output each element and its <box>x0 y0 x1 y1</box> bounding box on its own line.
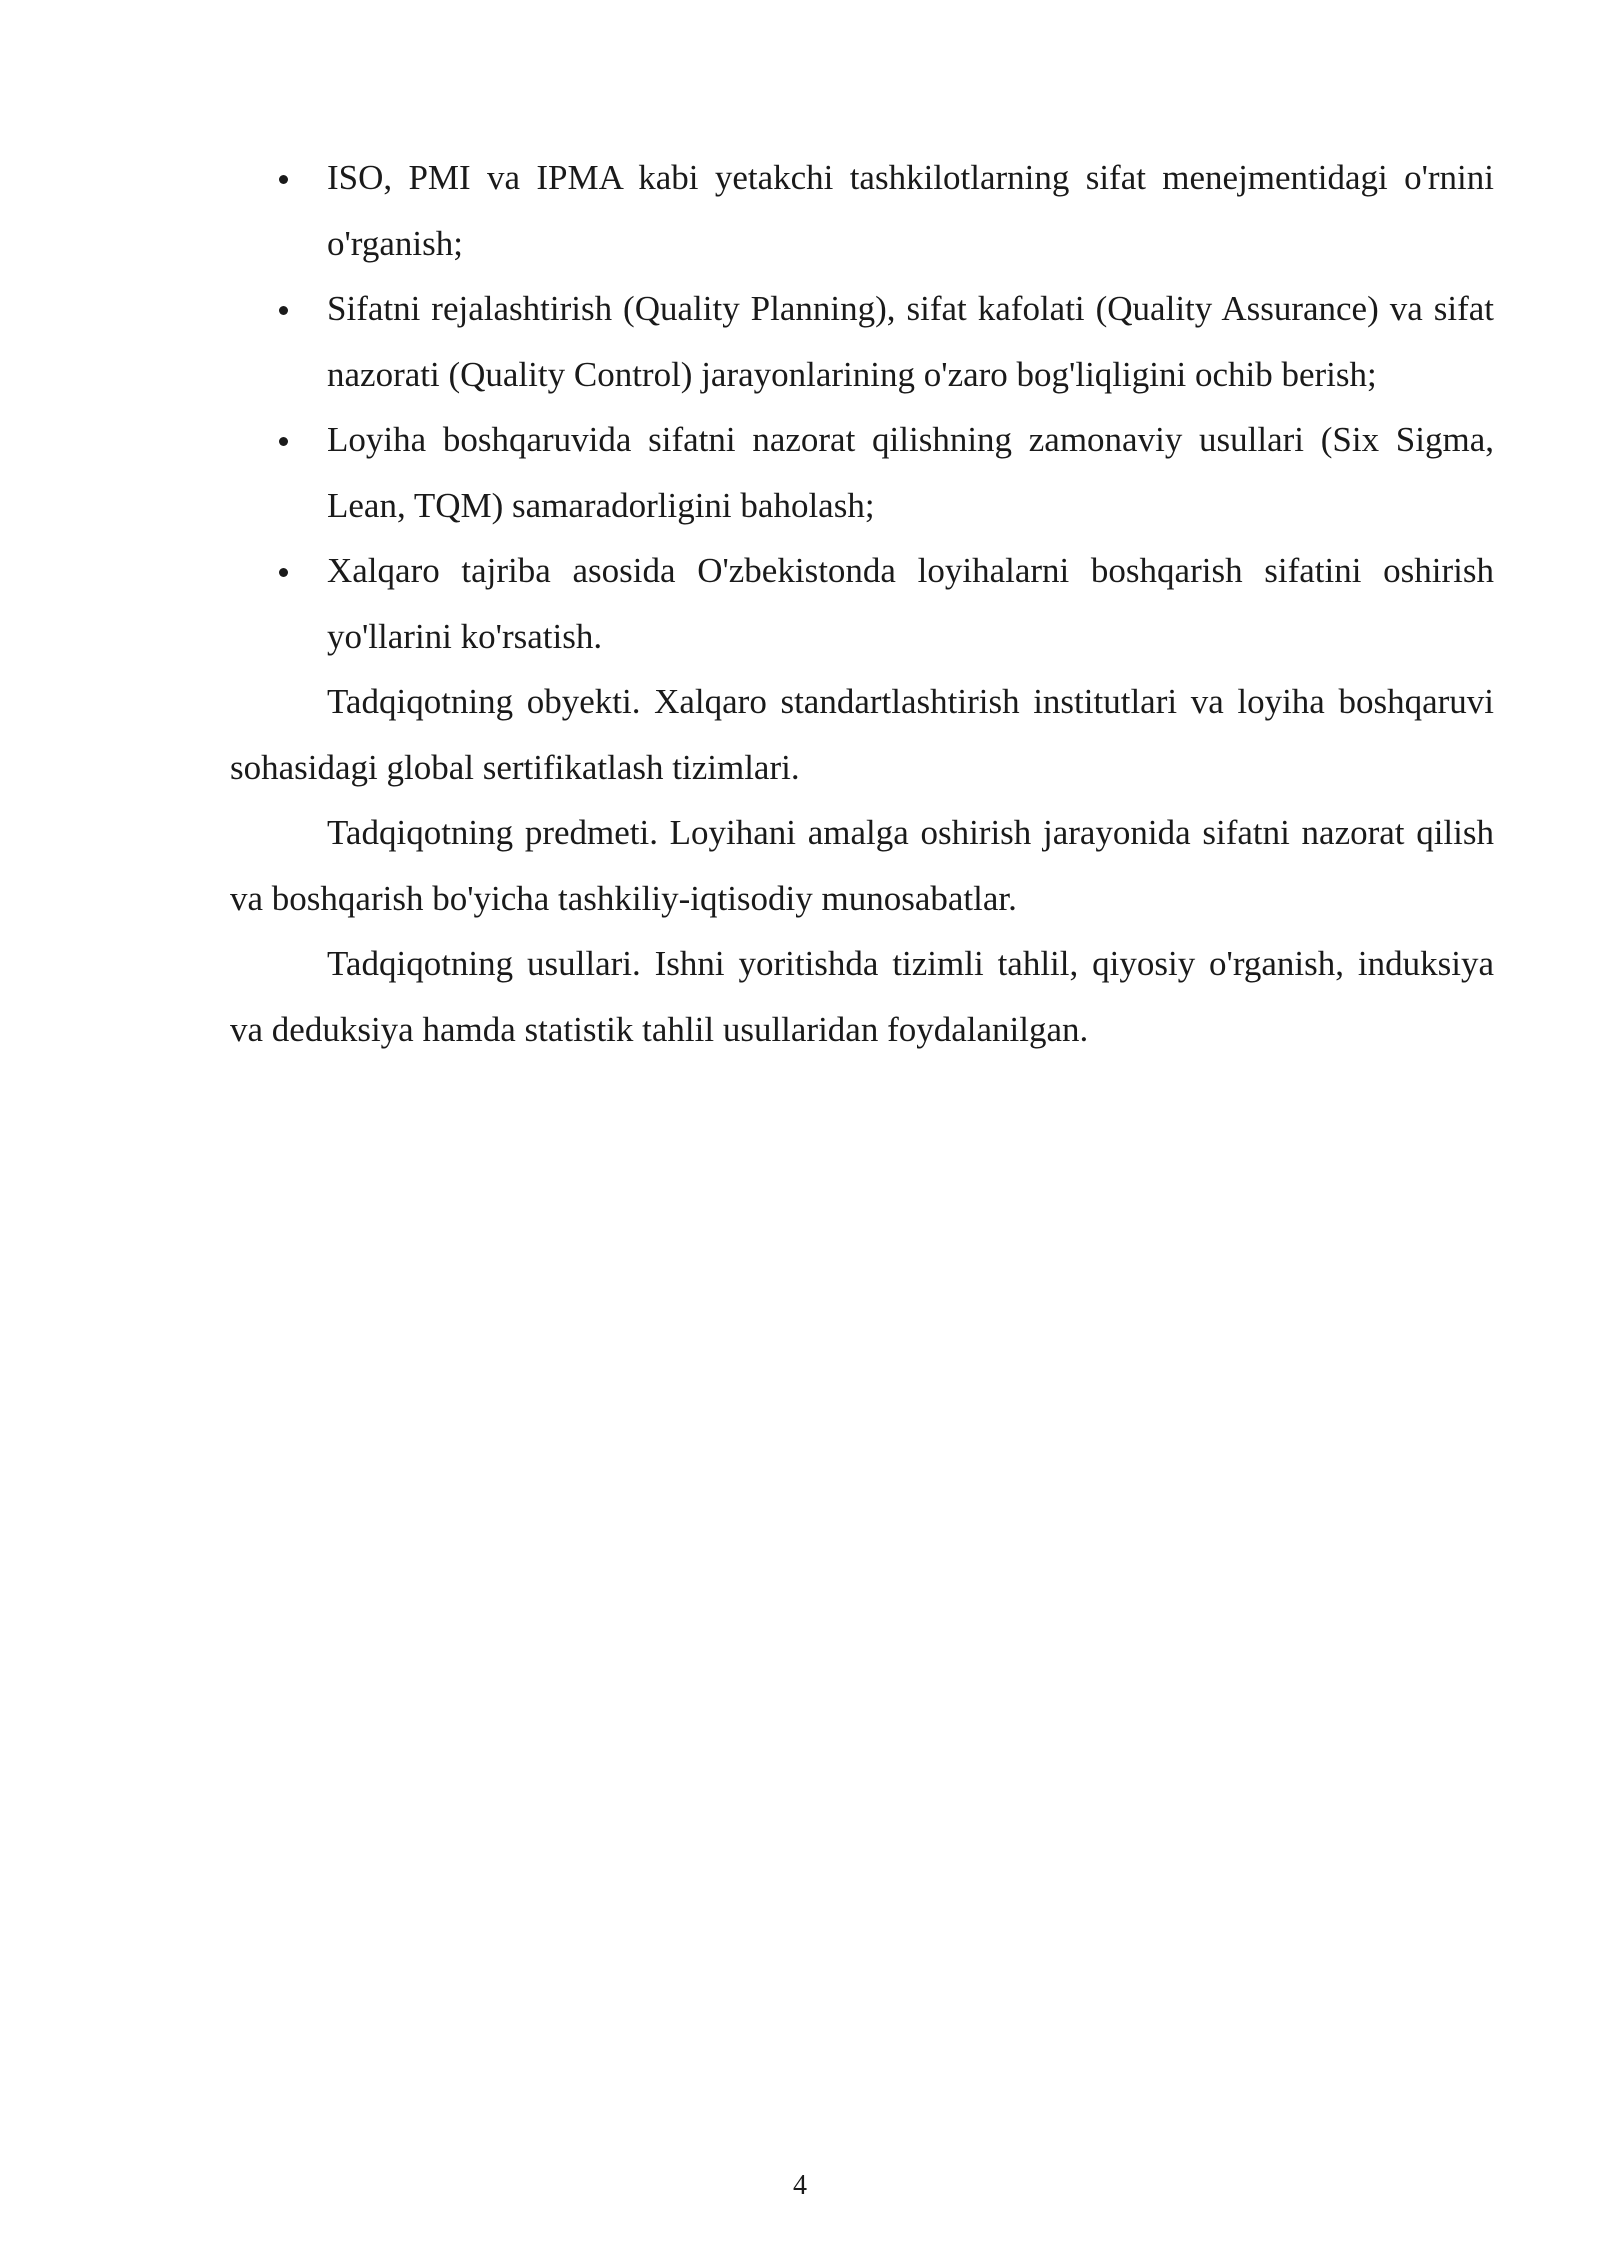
objectives-list <box>230 145 1494 669</box>
list-item-text: Xalqaro tajriba asosida O'zbekistonda loyihalarni boshqarish sifatini oshirish yo'llarini ko'rsatish. <box>327 551 1494 656</box>
list-item <box>230 276 1494 407</box>
bullet-icon <box>279 175 288 184</box>
list-item <box>230 407 1494 538</box>
research-object-paragraph: Tadqiqotning obyekti. Xalqaro standartlashtirish institutlari va loyiha boshqaruvi sohasidagi global sertifikatlash tizimlari. <box>230 682 1494 787</box>
page-number: 4 <box>793 2170 807 2201</box>
bullet-icon <box>279 437 288 446</box>
list-item <box>230 145 1494 276</box>
bullet-icon <box>279 568 288 577</box>
research-subject-paragraph: Tadqiqotning predmeti. Loyihani amalga oshirish jarayonida sifatni nazorat qilish va boshqarish bo'yicha tashkiliy-iqtisodiy munosabatlar. <box>230 813 1494 918</box>
page-body <box>230 145 1494 1062</box>
list-item-text: Sifatni rejalashtirish (Quality Planning), sifat kafolati (Quality Assurance) va sifat nazorati (Quality Control) jarayonlarining o'zaro bog'liqligini ochib berish; <box>327 289 1494 394</box>
list-item <box>230 538 1494 669</box>
list-item-text: Loyiha boshqaruvida sifatni nazorat qilishning zamonaviy usullari (Six Sigma, Lean, TQM) samaradorligini baholash; <box>327 420 1494 525</box>
bullet-icon <box>279 306 288 315</box>
list-item-text: ISO, PMI va IPMA kabi yetakchi tashkilotlarning sifat menejmentidagi o'rnini o'rganish; <box>327 158 1494 263</box>
research-methods-paragraph: Tadqiqotning usullari. Ishni yoritishda tizimli tahlil, qiyosiy o'rganish, induksiya va deduksiya hamda statistik tahlil usullaridan foydalanilgan. <box>230 944 1494 1049</box>
